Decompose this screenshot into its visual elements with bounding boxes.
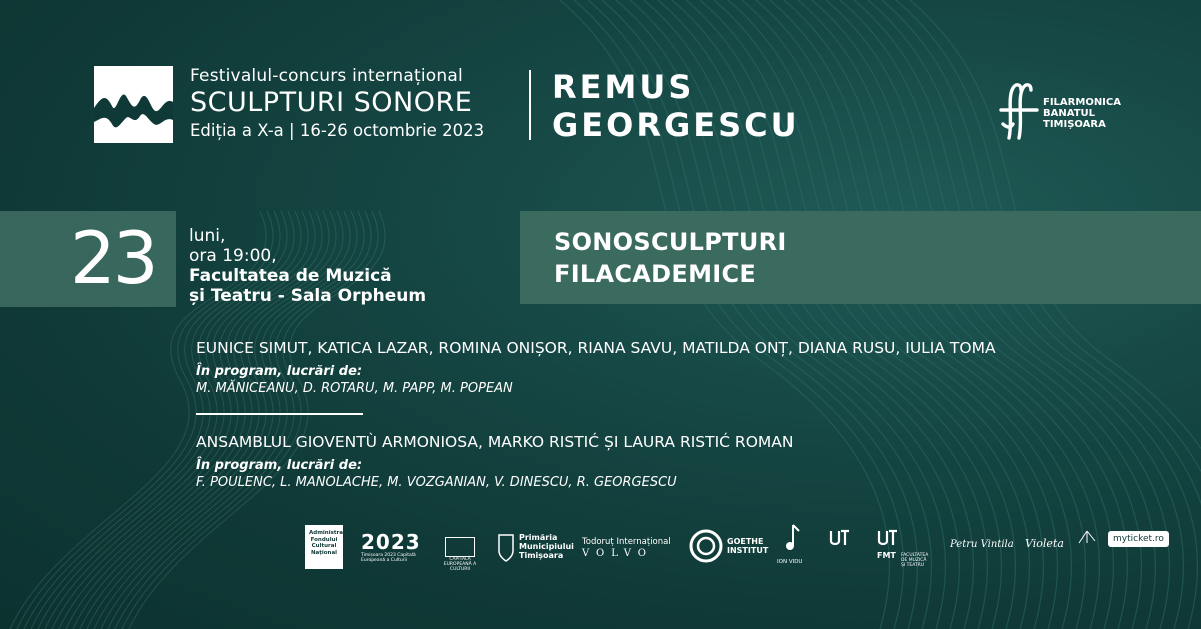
concert-title-line2: FILACADEMICE (554, 260, 757, 288)
fmt-logo (877, 529, 929, 568)
event-weekday: luni, (189, 226, 226, 246)
music-note-icon (783, 523, 803, 555)
afcn-logo-text: Administrația Fondului Cultural Național (309, 530, 352, 556)
festival-header (190, 66, 484, 142)
petru-vintila-logo: Petru Vintila (950, 539, 1014, 550)
honoree-last-name: GEORGESCU (552, 106, 800, 144)
event-day: 23 (70, 216, 156, 300)
honoree-first-name: REMUS (552, 68, 695, 106)
goethe-line2: INSTITUT (727, 546, 769, 555)
ecoc-text: CAPITALĂ EUROPEANĂ A CULTURII (443, 557, 477, 572)
myticket-logo: myticket.ro (1108, 531, 1169, 547)
coat-of-arms-icon (497, 531, 515, 563)
program-works: M. MĂNICEANU, D. ROTARU, M. PAPP, M. POPEAN (196, 381, 513, 396)
wave-line (770, 0, 1099, 629)
program-item (196, 338, 996, 397)
concert-title-box (520, 211, 1201, 304)
partner-name-line3: TIMIȘOARA (1043, 119, 1106, 130)
fmt-subtitle: FACULTATEA DE MUZICĂ ȘI TEATRU (901, 553, 929, 568)
program-separator (196, 413, 363, 415)
concert-title-line1: SONOSCULPTURI (554, 228, 787, 256)
t2023-subtitle: Timișoara 2023 Capitală Europeană a Culturii (361, 553, 416, 563)
festival-subtitle: Festivalul-concurs internațional (190, 66, 463, 86)
performers: ANSAMBLUL GIOVENTÙ ARMONIOSA, MARKO RISTIĆ ȘI LAURA RISTIĆ ROMAN (196, 433, 794, 451)
honoree-name (552, 68, 800, 144)
primaria-line1: Primăria (519, 533, 558, 542)
wave-line (826, 0, 1155, 629)
timisoara-2023-logo (361, 531, 421, 563)
todorut-volvo-logo (582, 537, 671, 561)
violeta-logo: Violeta (1025, 537, 1064, 550)
primaria-line3: Timișoara (519, 551, 564, 560)
program-works: F. POULENC, L. MANOLACHE, M. VOZGANIAN, V. DINESCU, R. GEORGESCU (196, 475, 677, 490)
flower-icon (1075, 527, 1101, 545)
afcn-logo (305, 525, 352, 569)
header-divider (529, 70, 531, 140)
program-item (196, 432, 996, 491)
event-details (189, 226, 426, 306)
ecoc-logo (435, 537, 485, 572)
t2023-year: 2023 (361, 530, 421, 554)
goethe-text (727, 537, 768, 555)
uvt-icon (829, 529, 851, 547)
program-label: În program, lucrări de: (196, 364, 363, 379)
festival-logo (94, 66, 173, 143)
eu-flag-icon (445, 537, 475, 557)
goethe-circle-icon (689, 529, 723, 563)
fmt-uvt-icon (877, 529, 899, 547)
partner-name-line1: FILARMONICA (1043, 97, 1121, 108)
program-list (196, 338, 996, 491)
event-time: ora 19:00, (189, 246, 277, 266)
event-venue-line1: Facultatea de Muzică (189, 266, 392, 286)
filarmonica-monogram-icon (997, 80, 1041, 142)
primaria-line2: Municipiului (519, 542, 574, 551)
performers: EUNICE SIMUT, KATICA LAZAR, ROMINA ONIȘOR, RIANA SAVU, MATILDA ONȚ, DIANA RUSU, IULIA TOMA (196, 339, 996, 357)
fmt-text: FMT (877, 551, 896, 560)
event-venue-line2: și Teatru - Sala Orpheum (189, 286, 427, 306)
partner-name-line2: BANATUL (1043, 108, 1096, 119)
volvo-text: VOLVO (582, 548, 653, 559)
todorut-text: Todoruț Internațional (582, 537, 671, 547)
program-label: În program, lucrări de: (196, 458, 363, 473)
uvt-logo (829, 529, 851, 551)
primaria-text (519, 533, 574, 560)
liceu-text: ION VIDU (777, 559, 803, 565)
festival-edition-dates: Ediția a X-a | 16-26 octombrie 2023 (190, 121, 485, 140)
festival-title: SCULPTURI SONORE (190, 87, 473, 118)
goethe-line1: GOETHE (727, 537, 764, 546)
partner-filarmonica-name (1043, 97, 1121, 130)
concert-title (554, 226, 787, 290)
